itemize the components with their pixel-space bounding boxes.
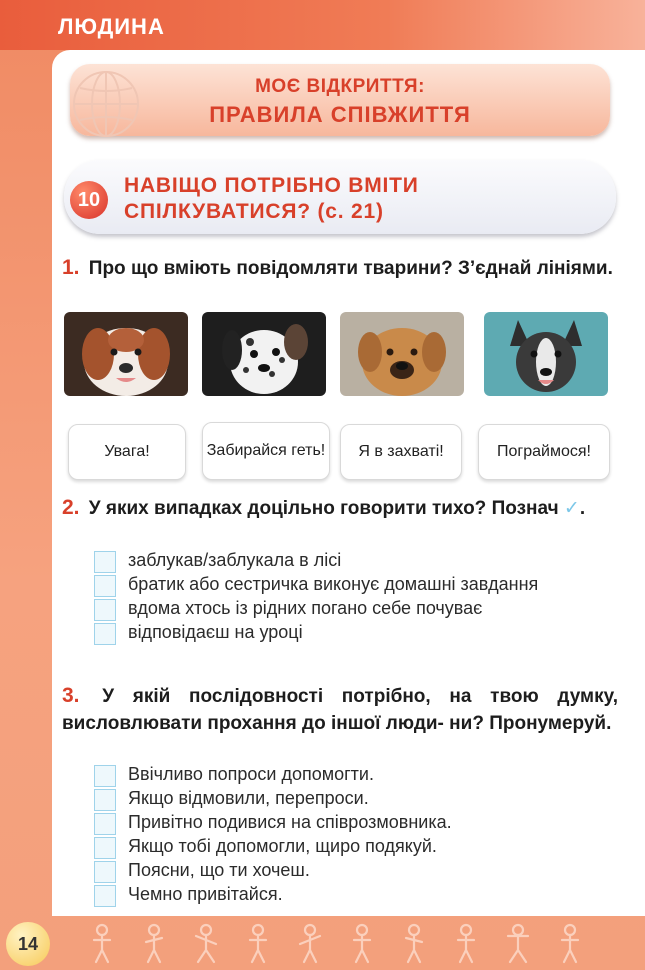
label-text: Я в захваті! <box>358 443 444 460</box>
footer-figures-icon <box>80 922 640 966</box>
option-text: Чемно привітайся. <box>128 884 283 904</box>
number-box[interactable] <box>94 885 116 907</box>
number-box[interactable] <box>94 837 116 859</box>
option-text: Якщо відмовили, перепроси. <box>128 788 369 808</box>
lesson-title <box>124 173 419 225</box>
label-zabyraysia[interactable] <box>202 422 330 480</box>
list-item <box>94 858 618 882</box>
lesson-number-badge: 10 <box>70 181 108 219</box>
task1-prompt <box>62 254 618 282</box>
task1-text: Про що вміють повідомляти тварини? З’єднай лініями. <box>88 258 613 279</box>
list-item <box>94 786 618 810</box>
option-text: братик або сестричка виконує домашні завдання <box>128 574 539 594</box>
number-box[interactable] <box>94 789 116 811</box>
section-label: ЛЮДИНА <box>58 14 165 39</box>
task2-options <box>94 548 618 644</box>
label-zakhvati[interactable] <box>340 424 462 480</box>
globe-icon <box>66 64 146 144</box>
checkbox[interactable] <box>94 599 116 621</box>
task1-number: 1. <box>62 256 80 279</box>
option-text: Привітно подивися на співрозмовника. <box>128 812 452 832</box>
task2-prompt <box>62 494 618 522</box>
label-uvaha[interactable] <box>68 424 186 480</box>
checkbox[interactable] <box>94 575 116 597</box>
list-item <box>94 882 618 906</box>
list-item <box>94 810 618 834</box>
banner-line1: МОЄ ВІДКРИТТЯ: <box>255 76 425 97</box>
list-item <box>94 572 618 596</box>
blue-heeler-dog-photo[interactable] <box>484 312 608 396</box>
check-icon: ✓ <box>563 498 580 519</box>
lesson-title-line1: НАВІЩО ПОТРІБНО ВМІТИ <box>124 174 419 197</box>
lesson-title-line2: СПІЛКУВАТИСЯ? (с. 21) <box>124 200 384 223</box>
label-pohraimosia[interactable] <box>478 424 610 480</box>
label-text: Пограймося! <box>497 443 591 460</box>
banner-line2: ПРАВИЛА СПІВЖИТТЯ <box>209 102 471 127</box>
ginger-dog-photo[interactable] <box>340 312 464 396</box>
label-text: Увага! <box>104 443 150 460</box>
task3-prompt <box>62 682 618 737</box>
task2-number: 2. <box>62 496 80 519</box>
number-box[interactable] <box>94 765 116 787</box>
brown-white-dog-photo[interactable] <box>64 312 188 396</box>
task2-text: У яких випадках доцільно говорити тихо? Познач <box>88 498 559 519</box>
list-item <box>94 620 618 644</box>
topic-banner <box>70 64 610 136</box>
task3-text: У якій послідовності потрібно, на твою думку, висловлювати прохання до іншої люди- ни? Пронумеруй. <box>62 686 619 734</box>
list-item <box>94 596 618 620</box>
label-text: Забирайся геть! <box>206 442 326 459</box>
list-item <box>94 762 618 786</box>
option-text: відповідаєш на уроці <box>128 622 303 642</box>
task3-number: 3. <box>62 684 80 707</box>
list-item <box>94 548 618 572</box>
option-text: Якщо тобі допомогли, щиро подякуй. <box>128 836 437 856</box>
page-number: 14 <box>6 922 50 966</box>
option-text: Ввічливо попроси допомогти. <box>128 764 374 784</box>
task2-end: . <box>579 498 586 519</box>
checkbox[interactable] <box>94 623 116 645</box>
checkbox[interactable] <box>94 551 116 573</box>
spotted-dalmatian-dog-photo[interactable] <box>202 312 326 396</box>
option-text: Поясни, що ти хочеш. <box>128 860 310 880</box>
option-text: вдома хтось із рідних погано себе почуває <box>128 598 483 618</box>
number-box[interactable] <box>94 813 116 835</box>
option-text: заблукав/заблукала в лісі <box>128 550 342 570</box>
dog-photos <box>64 312 612 396</box>
number-box[interactable] <box>94 861 116 883</box>
task3-options <box>94 762 618 906</box>
list-item <box>94 834 618 858</box>
